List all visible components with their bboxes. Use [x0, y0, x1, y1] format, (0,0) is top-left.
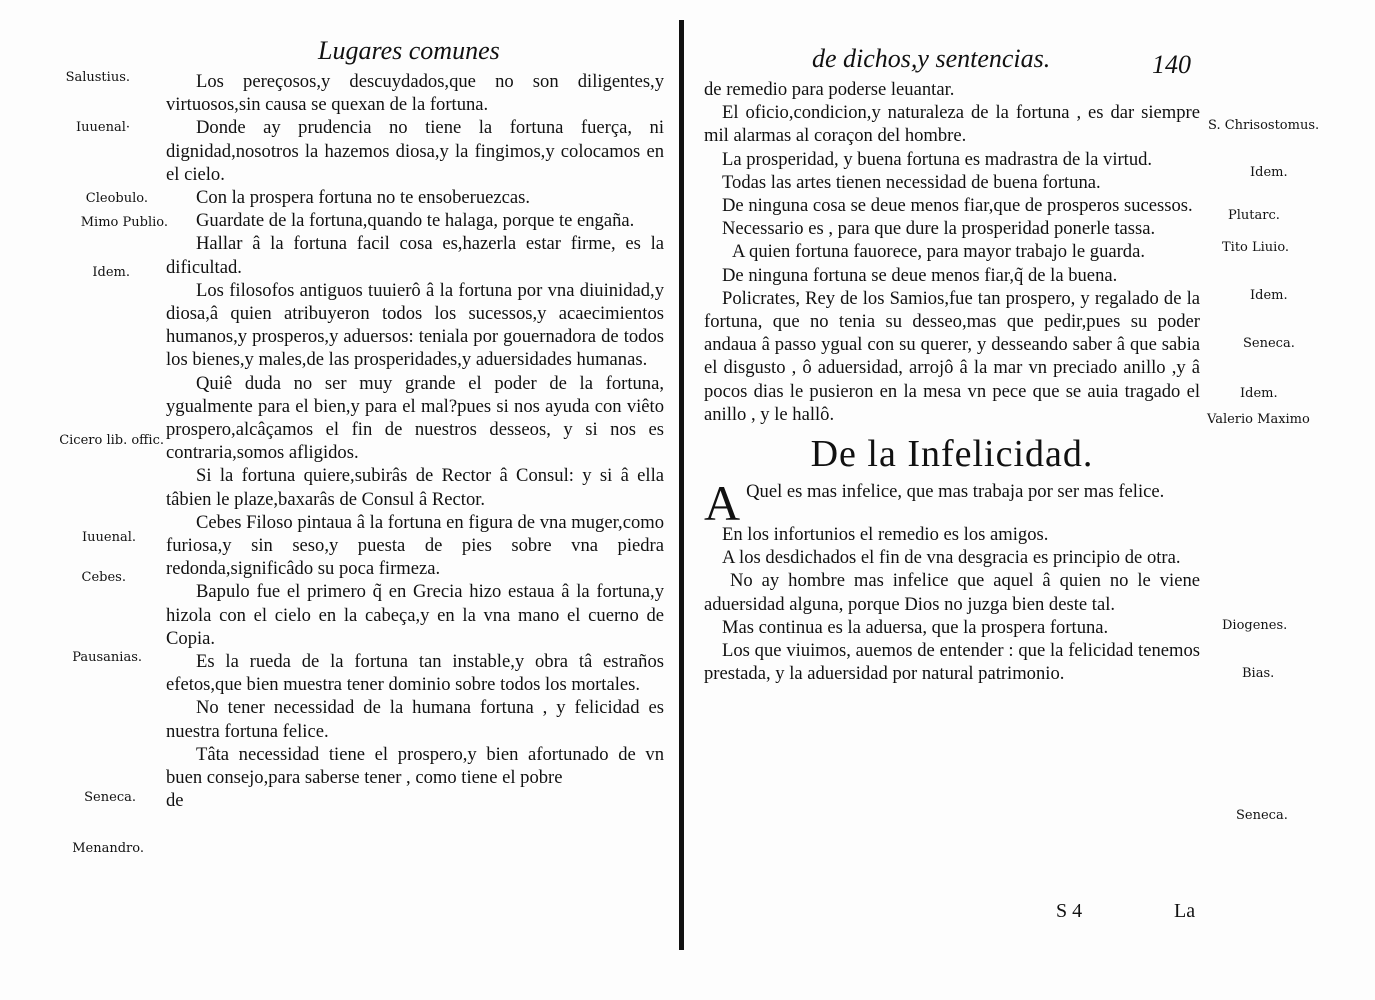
margin-note: Cleobulo.	[85, 191, 148, 206]
margin-note: Bias.	[1242, 666, 1275, 681]
margin-note: Seneca.	[1243, 336, 1295, 351]
first-paragraph-text: Quel es mas infelice, que mas trabaja por ser mas felice.	[746, 481, 1165, 503]
margin-note: Cebes.	[81, 570, 126, 585]
paragraph: Bapulo fue el primero q̃ en Grecia hizo estaua â la fortuna,y hizola con el cielo en la cabeça,y en la vna mano el cuerno de Copia.	[166, 581, 664, 649]
margin-note: Idem.	[1240, 386, 1278, 401]
signature-mark: S 4	[1056, 900, 1083, 922]
paragraph: Los filosofos antiguos tuuierô â la fortuna por vna diuinidad,y diosa,â quien atribuyeron todos los sucessos,y acaecimientos humanos,y prosperos,y aduersos: teniala por gouernadora de todos los bienes,y males,de las prosperidades,y aduersidades humanas.	[166, 279, 664, 371]
margin-note: Tito Liuio.	[1222, 240, 1290, 255]
paragraph: A los desdichados el fin de vna desgracia es principio de otra.	[722, 547, 1181, 569]
paragraph: Donde ay prudencia no tiene la fortuna fuerça, ni dignidad,nosotros la hazemos diosa,y la fingimos,y colocamos en el cielo.	[166, 117, 664, 185]
margin-note: Pausanias.	[72, 650, 142, 665]
margin-note: Idem.	[92, 265, 130, 280]
margin-note: Idem.	[1250, 288, 1288, 303]
margin-note: Iuuenal.	[82, 530, 136, 545]
margin-note: Plutarc.	[1228, 208, 1280, 223]
left-page-body	[166, 70, 664, 813]
paragraph: Mas continua es la aduersa, que la prospera fortuna.	[722, 616, 1109, 638]
margin-note: Mimo Publio.	[80, 215, 168, 230]
first-paragraph	[704, 475, 1200, 532]
paragraph: A quien fortuna fauorece, para mayor trabajo le guarda.	[732, 241, 1146, 263]
margin-note: Seneca.	[1236, 808, 1288, 823]
paragraph-continuation: de remedio para poderse leuantar.	[704, 79, 955, 100]
paragraph: La prosperidad, y buena fortuna es madrastra de la virtud.	[722, 148, 1153, 170]
page-gutter	[679, 20, 684, 950]
paragraph: Los pereçosos,y descuydados,que no son diligentes,y virtuosos,sin causa se quexan de la fortuna.	[166, 71, 664, 116]
paragraph: No ay hombre mas infelice que aquel â quien no le viene aduersidad alguna, porque Dios no juzga bien deste tal.	[704, 570, 1200, 615]
paragraph: Necessario es , para que dure la prosperidad ponerle tassa.	[722, 218, 1156, 240]
paragraph: Cebes Filoso pintaua â la fortuna en figura de vna muger,como furiosa,y sin seso,y puesta de pies sobre vna piedra redonda,significâdo su poca firmeza.	[166, 511, 664, 580]
paragraph: Policrates, Rey de los Samios,fue tan prospero, y regalado de la fortuna, que no tenia su desseo,mas que pedir,pues su poder andaua â passo ygual con su querer, y desseando saber â que sabia el disgusto , ô aduersidad, arrojô â la mar vn preciado anillo ,y â pocos dias le pusieron en la mesa vn pece que se auia tragado el anillo , y le hallô.	[704, 287, 1200, 425]
paragraph: Guardate de la fortuna,quando te halaga, porque te engaña.	[196, 210, 635, 232]
paragraph: No tener necessidad de la humana fortuna , y felicidad es nuestra fortuna felice.	[166, 697, 664, 742]
margin-note: Seneca.	[84, 790, 136, 805]
paragraph: Es la rueda de la fortuna tan instable,y obra tâ estraños efetos,que bien muestra tener dominio sobre todos los mortales.	[166, 651, 664, 696]
drop-cap: A	[704, 475, 741, 532]
margin-note: Salustius.	[65, 70, 130, 85]
section-heading: De la Infelicidad.	[810, 433, 1094, 476]
margin-note: Valerio Maximo	[1207, 412, 1310, 427]
paragraph: De ninguna fortuna se deue menos fiar,q̃ de la buena.	[722, 264, 1118, 286]
margin-note: Cicero lib. offic.	[59, 433, 164, 448]
margin-note: Diogenes.	[1222, 618, 1288, 633]
margin-note: S. Chrisostomus.	[1208, 118, 1320, 133]
margin-note: Idem.	[1250, 165, 1288, 180]
right-page-body	[704, 78, 1200, 685]
paragraph: El oficio,condicion,y naturaleza de la fortuna , es dar siempre mil alarmas al coraçon del hombre.	[704, 102, 1200, 147]
catchword: de	[166, 790, 184, 812]
page-number: 140	[1152, 50, 1191, 79]
paragraph: Tâta necessidad tiene el prospero,y bien afortunado de vn buen consejo,para saberse tener , como tiene el pobre	[166, 743, 664, 789]
margin-note: Iuuenal·	[76, 120, 130, 135]
margin-note: Menandro.	[72, 841, 144, 856]
paragraph: De ninguna cosa se deue menos fiar,que de prosperos sucessos.	[722, 195, 1193, 217]
paragraph: En los infortunios el remedio es los amigos.	[722, 524, 1049, 546]
left-running-header: Lugares comunes	[318, 36, 500, 65]
paragraph: Hallar â la fortuna facil cosa es,hazerla estar firme, es la dificultad.	[166, 233, 664, 278]
paragraph: Con la prospera fortuna no te ensoberuezcas.	[196, 187, 531, 209]
paragraph: Los que viuimos, auemos de entender : que la felicidad tenemos prestada, y la aduersidad por natural patrimonio.	[704, 640, 1200, 685]
paragraph: Si la fortuna quiere,subirâs de Rector â Consul: y si â ella tâbien le plaze,baxarâs de Consul â Rector.	[166, 465, 664, 510]
right-running-header: de dichos,y sentencias.	[812, 44, 1051, 73]
paragraph: Quiê duda no ser muy grande el poder de la fortuna, ygualmente para el bien,y para el mal?pues si nos ayuda con viêto prospero,alcâçamos el fin de nuestros desseos, y si nos es contraria,somos afligidos.	[166, 372, 664, 464]
catchword: La	[1174, 900, 1196, 922]
paragraph: Todas las artes tienen necessidad de buena fortuna.	[722, 171, 1101, 193]
